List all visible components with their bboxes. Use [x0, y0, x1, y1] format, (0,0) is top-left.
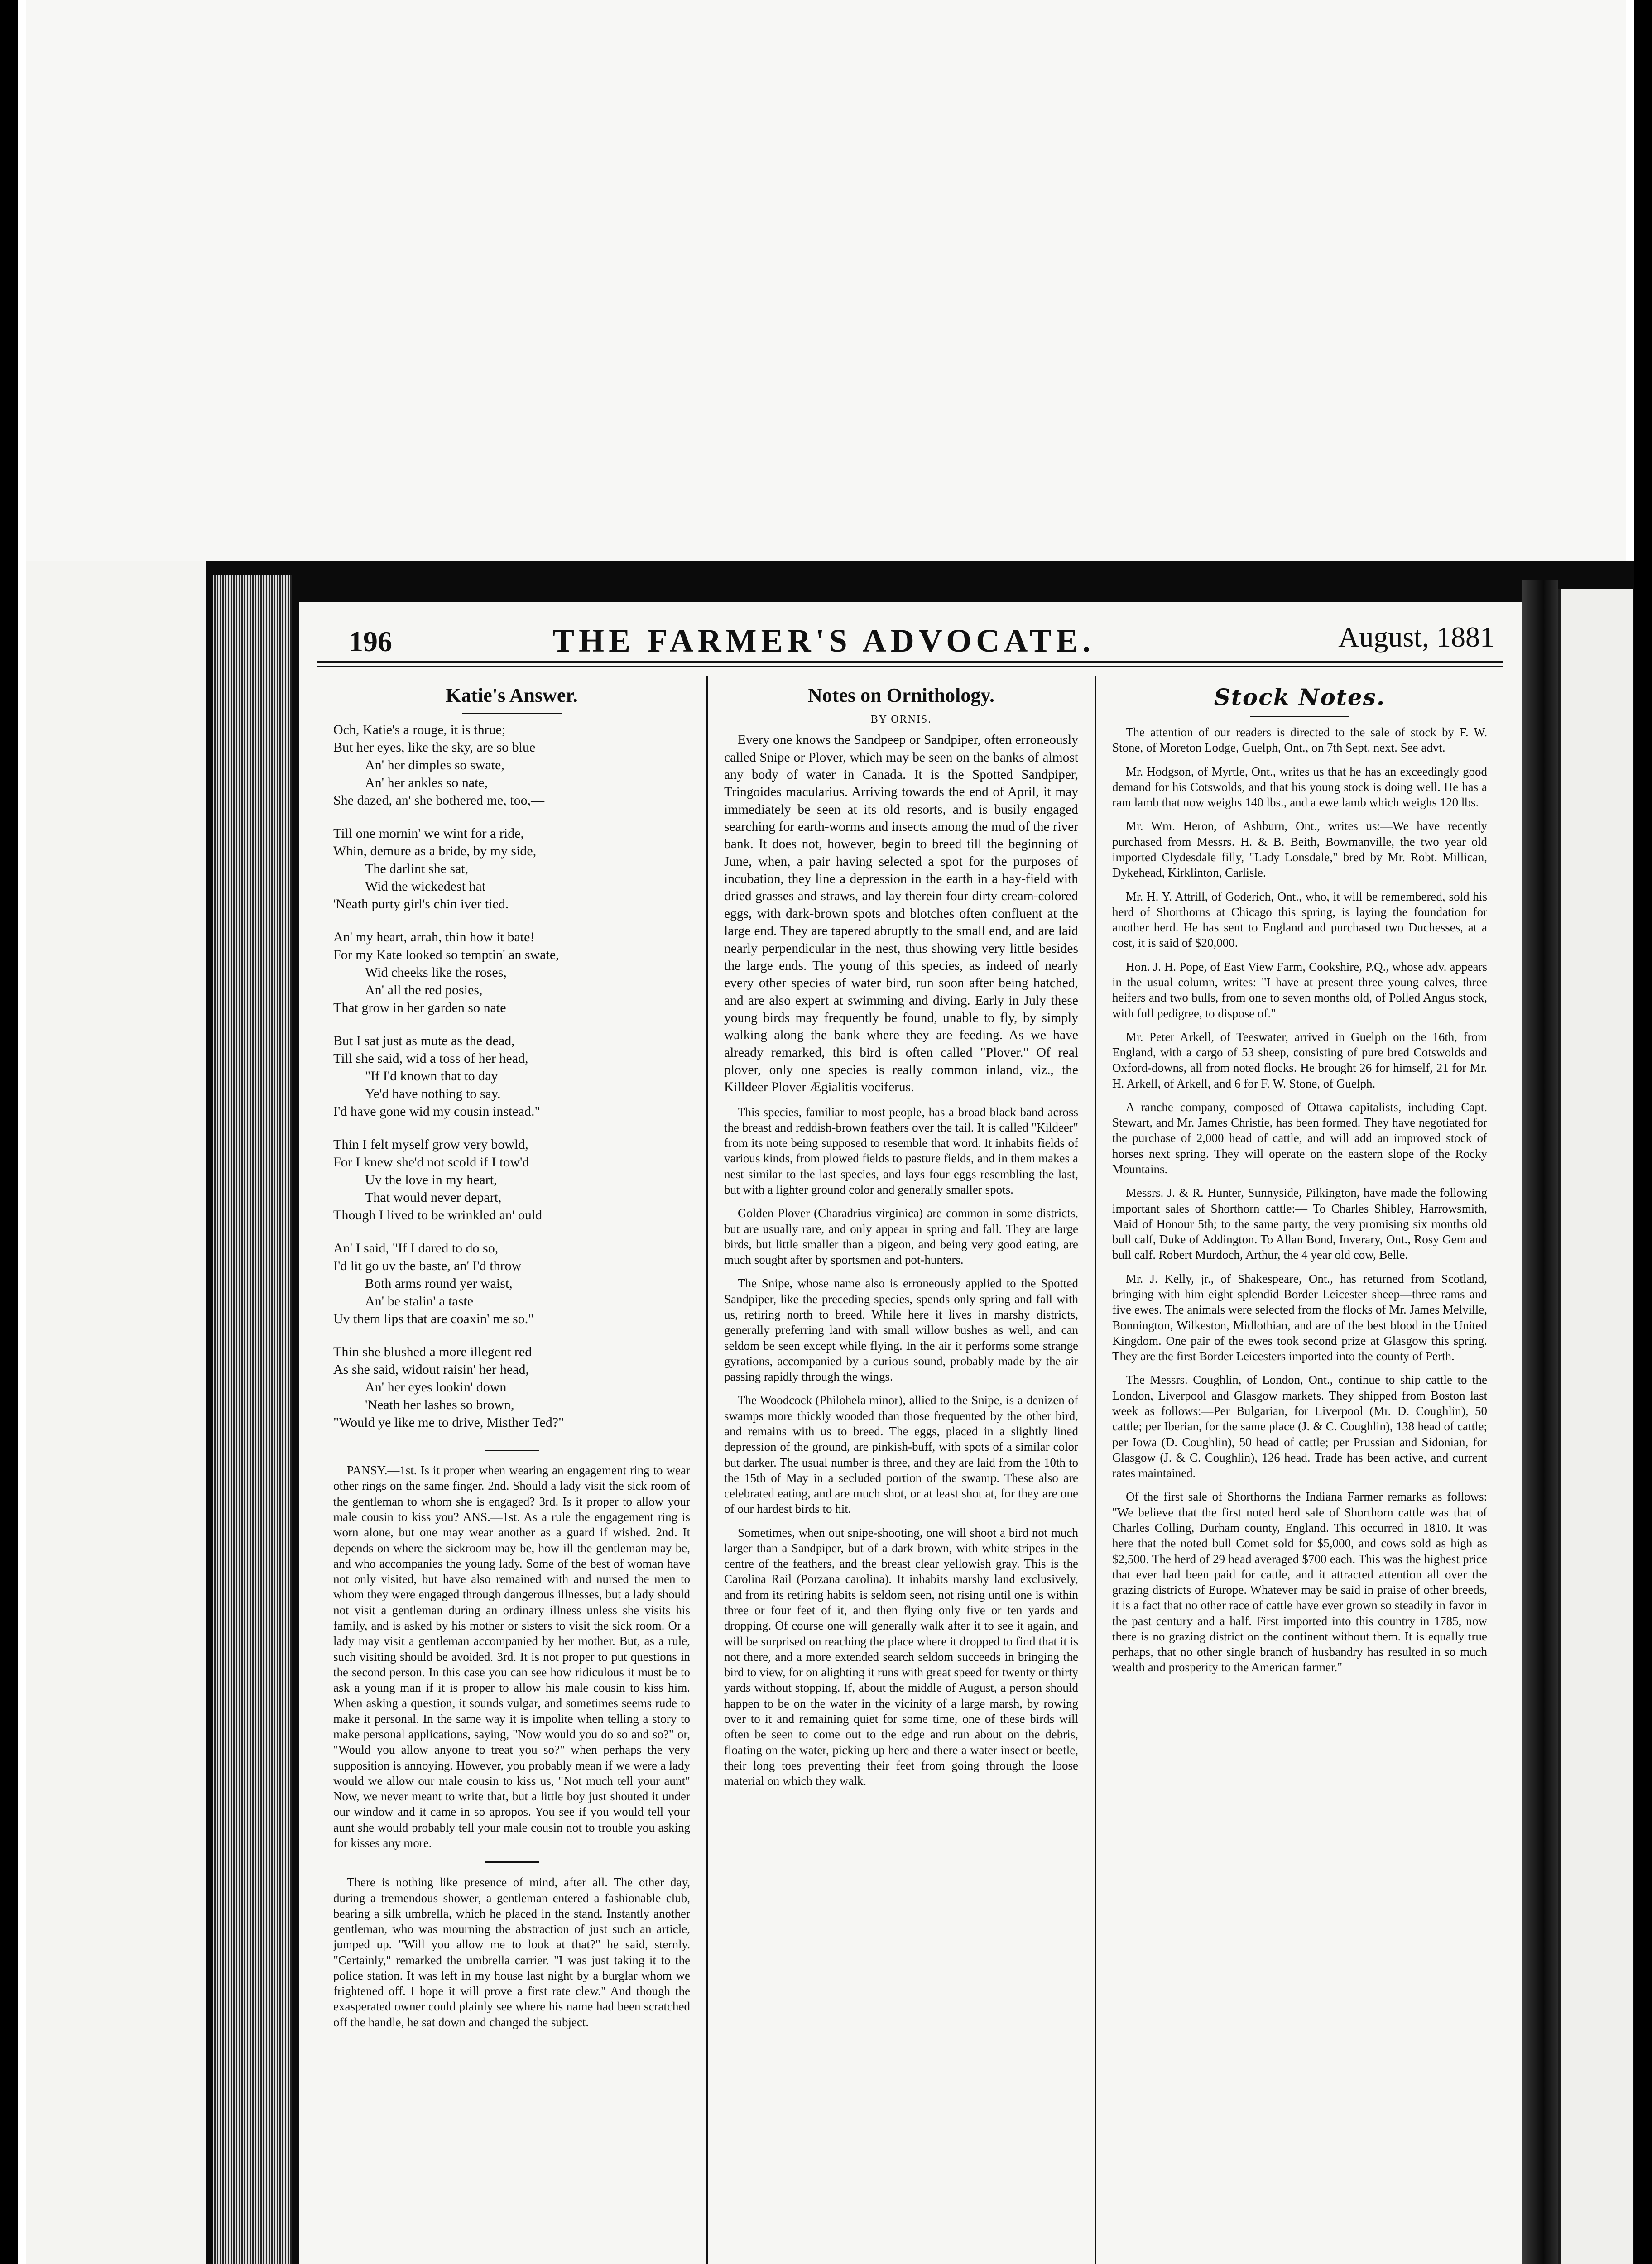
poem-line: She dazed, an' she bothered me, too,—: [333, 793, 545, 808]
column-katies-answer: [317, 676, 706, 2264]
stock-note: Hon. J. H. Pope, of East View Farm, Cookshire, P.Q., whose adv. appears in the usual column, writes: "I have at present three young calves, three heifers and two bulls, from one to seven months old, of Polled Angus stock, with full pedigree, to dispose of.": [1112, 959, 1487, 1020]
blank-film-area: [26, 0, 1626, 561]
stock-note: A ranche company, composed of Ottawa capitalists, including Capt. Stewart, and Mr. James Christie, has been formed. They have negotiated for the purchase of 2,000 head of cattle, and will add an improved stock of horses next spring. They will operate on the eastern slope of the Rocky Mountains.: [1112, 1100, 1487, 1176]
pansy-answer: PANSY.—1st. Is it proper when wearing an engagement ring to wear other rings on the same finger. 2nd. Should a lady visit the sick room of the gentleman to whom she is engaged? 3rd. Is it proper to allow your male cousin to kiss you? ANS.—1st. As a rule the engagement ring is worn alone, but one may wear another as a guard if wished. 2nd. It depends on where the sickroom may be, how ill the gentleman may be, and who accompanies the young lady. Some of the best of woman have not only visited, but have also remained with and nursed the men to whom they were engaged through dangerous illnesses, but a lady should not visit a gentleman during an ordinary illness unless she visits his family, and is asked by his mother or sisters to visit the sick room. Or a lady may visit a gentleman accompanied by her mother. But, as a rule, such visiting should be avoided. 3rd. It is not proper to put questions in the second person. In this case you can see how ridiculous it must be to ask a young man if it is proper to allow his male cousin to kiss him. When asking a question, it sounds vulgar, and sometimes seems rude to make it personal. In the same way it is impolite when telling a story to make personal applications, saying, "Now would you do so and so?" or, "Would you allow anyone to treat you so?" when perhaps the very supposition is annoying. However, you probably mean if we were a lady would we allow our male cousin to kiss us, "Not much tell your aunt" Now, we never meant to write that, but a little boy just shouted it under our window and it came in so apropos. You see if you would tell your aunt she would probably tell your male cousin not to trouble you asking for kisses any more.: [333, 1463, 690, 1850]
book-gutter: [1522, 580, 1558, 2264]
page-header: [317, 611, 1503, 663]
poem-line: I'd lit go uv the baste, an' I'd throw: [333, 1258, 522, 1274]
poem-line: As she said, widout raisin' her head,: [333, 1362, 529, 1377]
poem-line: Till one mornin' we wint for a ride,: [333, 826, 524, 841]
article-paragraph: The Woodcock (Philohela minor), allied to the Snipe, is a denizen of swamps more thickly wooded than those frequented by the other bird, and remains with us to breed. The eggs, placed in a slightly lined depression of the ground, are pinkish-buff, with spots of a similar color but darker. The usual number is three, and they are laid from the 10th to the 15th of May in a secluded portion of the swamp. These also are celebrated eating, and are much shot, or at least shot at, for they are one of our hardest birds to hit.: [724, 1393, 1078, 1516]
poem-line: An' her ankles so nate,: [365, 775, 488, 791]
header-rule: [317, 666, 1503, 667]
poem-line: For my Kate looked so temptin' an swate,: [333, 947, 559, 963]
article-paragraph: Golden Plover (Charadrius virginica) are common in some districts, but are usually rare, and only appear in spring and fall. They are large birds, but little smaller than a pigeon, and being very good eating, are much sought after by sportsmen and pot-hunters.: [724, 1206, 1078, 1267]
poem-line: "If I'd known that to day: [365, 1069, 498, 1084]
poem-line: Ye'd have nothing to say.: [365, 1086, 501, 1102]
stock-note: Mr. J. Kelly, jr., of Shakespeare, Ont., has returned from Scotland, bringing with him eight splendid Border Leicester sheep—three rams and five ewes. The animals were selected from the flocks of Mr. James Melville, Bonnington, Wilkeston, Midlothian, and are of the best blood in the United Kingdom. One pair of the ewes took second prize at Glasgow this spring. They are the first Border Leicesters imported into the county of Perth.: [1112, 1271, 1487, 1363]
poem-title: Katie's Answer.: [446, 684, 578, 706]
stock-note: Mr. Hodgson, of Myrtle, Ont., writes us that he has an exceedingly good demand for his Cotswolds, and that his young stock is doing well. He has a ram lamb that now weighs 140 lbs., and a ewe lamb which weighs 120 lbs.: [1112, 764, 1487, 810]
masthead: THE FARMER'S ADVOCATE.: [552, 623, 1095, 659]
column-stock-notes: [1096, 676, 1503, 2264]
poem-line: An' her eyes lookin' down: [365, 1380, 507, 1395]
section-divider: [485, 1447, 539, 1451]
article-paragraph: Every one knows the Sandpeep or Sandpiper, often erroneously called Snipe or Plover, which may be seen on the banks of almost any body of water in Canada. It is the Spotted Sandpiper, Tringoides macularius. Arriving towards the end of April, it may immediately be seen at its old resorts, and is busily engaged searching for earth-worms and insects among the mud of the river bank. It does not, however, begin to breed till the beginning of June, when, a pair having selected a spot for the purposes of incubation, they line a depression in the earth in a hay-field with dried grasses and straws, and lay therein four dirty cream-colored eggs, with dark-brown spots and blotches often confluent at the large end. They are tapered abruptly to the small end, and are laid nearly perpendicular in the nest, thus showing very little besides the large ends. The young of this species, as indeed of nearly every other species of water bird, run soon after being hatched, and are also expert at swimming and diving. Early in July these young birds may frequently be found, unable to fly, by simply walking along the bank where they are feeding. As we have already remarked, this bird is often called "Plover." Of real plover, only one species is really common inland, viz., the Killdeer Plover Ægialitis vociferus.: [724, 733, 1078, 1095]
poem-line: Uv them lips that are coaxin' me so.": [333, 1311, 534, 1327]
poem-line: I'd have gone wid my cousin instead.": [333, 1104, 540, 1119]
page-number: 196: [349, 625, 392, 657]
article-title: Notes on Ornithology.: [808, 684, 994, 706]
poem-line: That would never depart,: [365, 1190, 502, 1205]
stock-note: Mr. Wm. Heron, of Ashburn, Ont., writes us:—We have recently purchased from Messrs. H. & B. Beith, Bowmanville, the two year old imported Clydesdale filly, "Lady Lonsdale," bred by Mr. Robt. Millican, Dykehead, Kirklinton, Carlisle.: [1112, 819, 1487, 880]
poem-stanza: [333, 721, 690, 809]
poem-line: The darlint she sat,: [365, 861, 469, 877]
article-paragraph: This species, familiar to most people, has a broad black band across the breast and reddish-brown feathers over the tail. It is called "Kildeer" from its note being supposed to resemble that word. It inhabits fields of various kinds, from plowed fields to pasture fields, and in them makes a nest similar to the last species, and lays four eggs resembling the last, but with a lighter ground color and generally smaller spots.: [724, 1105, 1078, 1196]
title-rule: [462, 713, 562, 714]
poem-line: But her eyes, like the sky, are so blue: [333, 740, 536, 755]
poem-line: Till she said, wid a toss of her head,: [333, 1051, 528, 1066]
poem-line: Thin she blushed a more illegent red: [333, 1344, 532, 1360]
columns: [317, 676, 1503, 2264]
poem-line: But I sat just as mute as the dead,: [333, 1033, 515, 1049]
section-title: Stock Notes.: [1214, 684, 1386, 710]
film-edge-right: [1634, 0, 1652, 2264]
film-edge-left: [0, 0, 18, 2264]
stock-note: The Messrs. Coughlin, of London, Ont., continue to ship cattle to the London, Liverpool and Glasgow markets. They shipped from Boston last week as follows:—Per Bulgarian, for Liverpool (Mr. D. Coughlin), 50 cattle; per Iberian, for the same place (J. & C. Coughlin), 138 head of cattle; per Iowa (D. Coughlin), 50 head of cattle; per Prussian and Sidonian, for Glasgow (J. & C. Coughlin), 126 head. Trade has been active, and current rates maintained.: [1112, 1373, 1487, 1480]
presence-of-mind-anecdote: There is nothing like presence of mind, after all. The other day, during a tremendous shower, a gentleman entered a fashionable club, bearing a silk umbrella, which he placed in the stand. Instantly another gentleman, who was mourning the abstraction of just such an article, jumped up. "Will you allow me to look at that?" he said, sternly. "Certainly," remarked the umbrella carrier. "I was just taking it to the police station. It was left in my house last night by a burglar whom we frightened off. I hope it will prove a first rate clew." And though the exasperated owner could plainly see where his name had been scratched off the handle, he sat down and changed the subject.: [333, 1875, 690, 2029]
poem-line: For I knew she'd not scold if I tow'd: [333, 1155, 529, 1170]
column-ornithology: [706, 676, 1096, 2264]
poem-line: An' I said, "If I dared to do so,: [333, 1241, 499, 1256]
poem-line: "Would ye like me to drive, Misther Ted?": [333, 1415, 564, 1430]
poem-stanza: [333, 1032, 690, 1120]
poem-line: Both arms round yer waist,: [365, 1276, 513, 1291]
poem-stanza: [333, 928, 690, 1017]
poem-line: That grow in her garden so nate: [333, 1000, 506, 1016]
page-edges: [213, 575, 292, 2264]
poem-line: 'Neath purty girl's chin iver tied.: [333, 897, 509, 912]
stock-note: Messrs. J. & R. Hunter, Sunnyside, Pilkington, have made the following important sales of Shorthorn cattle:— To Charles Shibley, Harrowsmith, Maid of Honour 5th; to the same party, the very promising six months old bull calf, Duke of Addington. To Allan Bond, Inverary, Ont., Rosy Gem and bull calf. Robert Murdoch, Arthur, the 4 year old cow, Belle.: [1112, 1186, 1487, 1262]
stock-note: Mr. Peter Arkell, of Teeswater, arrived in Guelph on the 16th, from England, with a cargo of 53 sheep, consisting of pure bred Cotswolds and Oxford-downs, all from noted flocks. He brought 26 for himself, 21 for Mr. H. Arkell, of Arkell, and 6 for F. W. Stone, of Guelph.: [1112, 1030, 1487, 1090]
poem-line: Wid the wickedest hat: [365, 879, 486, 894]
poem-line: 'Neath her lashes so brown,: [365, 1397, 514, 1413]
title-rule: [1250, 716, 1349, 717]
poem-line: Och, Katie's a rouge, it is thrue;: [333, 722, 506, 738]
poem-line: An' her dimples so swate,: [365, 758, 504, 773]
byline: BY ORNIS.: [870, 714, 932, 726]
poem-line: Though I lived to be wrinkled an' ould: [333, 1208, 543, 1223]
poem-line: Wid cheeks like the roses,: [365, 965, 507, 980]
poem-line: Thin I felt myself grow very bowld,: [333, 1137, 528, 1152]
poem-line: An' my heart, arrah, thin how it bate!: [333, 930, 535, 945]
poem-line: Uv the love in my heart,: [365, 1172, 497, 1188]
article-paragraph: The Snipe, whose name also is erroneously applied to the Spotted Sandpiper, like the preceding species, spends only spring and fall with us, retiring north to breed. While here it lives in marshy districts, generally preferring land with small willow bushes as well, and can seldom be seen except while flying. In the air it performs some strange gyrations, accompanied by a curious sound, probably made by the air passing rapidly through the wings.: [724, 1276, 1078, 1384]
newspaper-page: [299, 602, 1522, 2264]
poem-line: An' be stalin' a taste: [365, 1294, 474, 1309]
poem-stanza: [333, 1136, 690, 1224]
poem-stanza: [333, 1239, 690, 1328]
poem: [333, 721, 690, 1431]
section-divider: [485, 1861, 539, 1863]
poem-line: An' all the red posies,: [365, 983, 483, 998]
poem-stanza: [333, 1343, 690, 1431]
poem-stanza: [333, 825, 690, 913]
article-paragraph: Sometimes, when out snipe-shooting, one will shoot a bird not much larger than a Sandpiper, but of a dark brown, with white stripes in the centre of the feathers, and the breast clear yellowish gray. This is the Carolina Rail (Porzana carolina). It inhabits marshy land exclusively, and from its retiring habits is seldom seen, not rising until one is within three or four feet of it, and then flying only five or ten yards and dropping. Of course one will generally walk after it to see it again, and will be surprised on reaching the place where it dropped to find that it is not there, and a more extended search seldom succeeds in bringing the bird to view, for on alighting it runs with great speed for twenty or thirty yards without stopping. If, about the middle of August, a person should happen to be on the water in the vicinity of a large marsh, by rowing over to it and remaining quiet for some time, one of these birds will often be seen to come out to the edge and run about on the debris, floating on the water, picking up here and there a water insect or beetle, their long toes preventing their feet from going through the loose material on which they walk.: [724, 1525, 1078, 1788]
stock-note: The attention of our readers is directed to the sale of stock by F. W. Stone, of Moreton Lodge, Guelph, Ont., on 7th Sept. next. See advt.: [1112, 725, 1487, 755]
poem-line: Whin, demure as a bride, by my side,: [333, 844, 537, 859]
stock-note: Mr. H. Y. Attrill, of Goderich, Ont., who, it will be remembered, sold his herd of Shorthorns at Chicago this spring, is laying the foundation for another herd. He has sent to England and purchased two Duchesses, at a cost, it is said of $20,000.: [1112, 889, 1487, 950]
issue-date: August, 1881: [1338, 621, 1494, 653]
facing-page-edge: [1558, 589, 1633, 2264]
stock-note: Of the first sale of Shorthorns the Indiana Farmer remarks as follows: "We believe that the first noted herd sale of Shorthorn cattle was that of Charles Colling, Durham county, England. This occurred in 1810. It was here that the noted bull Comet sold for $5,000, and cows sold as high as $2,500. The herd of 29 head averaged $700 each. This was the highest price that ever had been paid for cattle, and it attracted attention all over the grazing districts of Europe. Whatever may be said in praise of other breeds, it is a fact that no other race of cattle have ever grown so steadily in favor in the past century and a half. First imported into this country in 1785, now there is no grazing district on the continent without them. It is equally true perhaps, that no other single branch of husbandry has resulted in so much wealth and prosperity to the American farmer.": [1112, 1490, 1487, 1674]
